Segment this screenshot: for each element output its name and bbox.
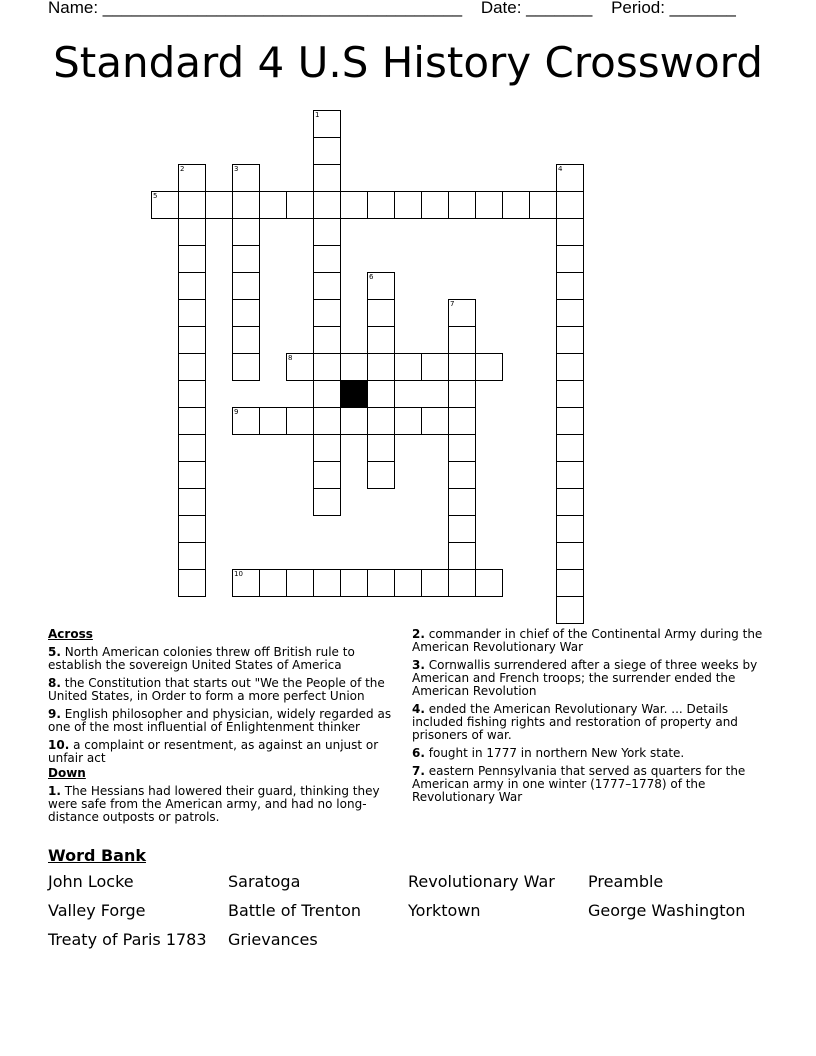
crossword-cell[interactable] [313, 272, 341, 300]
crossword-cell[interactable] [178, 245, 206, 273]
crossword-cell[interactable] [475, 191, 503, 219]
clue-down-2 [412, 628, 772, 654]
crossword-cell[interactable] [556, 326, 584, 354]
clue-down-3 [412, 659, 772, 698]
crossword-cell[interactable] [178, 461, 206, 489]
crossword-cell[interactable] [448, 299, 476, 327]
crossword-cell[interactable] [556, 245, 584, 273]
clue-text: a complaint or resentment, as against an unjust or unfair act [48, 738, 379, 765]
crossword-cell[interactable] [232, 164, 260, 192]
crossword-cell[interactable] [448, 488, 476, 516]
crossword-cell[interactable] [448, 434, 476, 462]
crossword-cell[interactable] [313, 164, 341, 192]
crossword-cell[interactable] [556, 164, 584, 192]
crossword-cell[interactable] [178, 326, 206, 354]
crossword-cell[interactable] [367, 299, 395, 327]
word-bank [48, 872, 788, 949]
crossword-cell[interactable] [232, 299, 260, 327]
cell-number: 9 [234, 408, 239, 416]
word-bank-item: Preamble [588, 872, 664, 891]
crossword-cell[interactable] [313, 218, 341, 246]
crossword-cell[interactable] [178, 569, 206, 597]
clue-number: 3. [412, 658, 425, 672]
crossword-cell[interactable] [394, 191, 422, 219]
crossword-cell[interactable] [556, 542, 584, 570]
crossword-cell[interactable] [313, 299, 341, 327]
word-bank-title: Word Bank [48, 846, 147, 865]
cell-number: 7 [450, 300, 455, 308]
crossword-cell[interactable] [178, 191, 206, 219]
crossword-cell[interactable] [340, 353, 368, 381]
crossword-cell[interactable] [367, 326, 395, 354]
cell-number: 2 [180, 165, 185, 173]
crossword-cell[interactable] [178, 299, 206, 327]
crossword-cell[interactable] [313, 488, 341, 516]
crossword-cell[interactable] [151, 191, 179, 219]
crossword-cell[interactable] [232, 407, 260, 435]
crossword-cell[interactable] [313, 110, 341, 138]
clue-number: 1. [48, 784, 61, 798]
crossword-cell[interactable] [448, 191, 476, 219]
clue-text: commander in chief of the Continental Army during the American Revolutionary War [412, 627, 763, 654]
crossword-cell[interactable] [232, 353, 260, 381]
clue-down-4 [412, 703, 772, 742]
crossword-cell[interactable] [178, 542, 206, 570]
crossword-cell[interactable] [367, 407, 395, 435]
cell-number: 5 [153, 192, 158, 200]
crossword-cell[interactable] [313, 353, 341, 381]
crossword-cell[interactable] [313, 191, 341, 219]
crossword-cell[interactable] [556, 515, 584, 543]
word-bank-item: Treaty of Paris 1783 [48, 930, 207, 949]
clue-number: 6. [412, 746, 425, 760]
word-bank-item: Saratoga [228, 872, 301, 891]
down-heading: Down [48, 766, 86, 780]
cell-number: 4 [558, 165, 563, 173]
crossword-cell[interactable] [556, 191, 584, 219]
crossword-cell[interactable] [313, 569, 341, 597]
crossword-cell[interactable] [556, 434, 584, 462]
crossword-cell[interactable] [232, 245, 260, 273]
crossword-cell[interactable] [340, 191, 368, 219]
clue-down-6 [412, 747, 772, 760]
cell-number: 10 [234, 570, 243, 578]
crossword-cell[interactable] [286, 407, 314, 435]
crossword-cell[interactable] [394, 353, 422, 381]
crossword-cell[interactable] [367, 569, 395, 597]
crossword-cell[interactable] [232, 326, 260, 354]
clue-text: English philosopher and physician, widely regarded as one of the most influential of Enlightenment thinker [48, 707, 392, 734]
crossword-cell[interactable] [502, 191, 530, 219]
crossword-cell[interactable] [178, 272, 206, 300]
crossword-cell[interactable] [259, 569, 287, 597]
crossword-cell[interactable] [178, 353, 206, 381]
word-bank-item: Revolutionary War [408, 872, 555, 891]
crossword-cell[interactable] [178, 164, 206, 192]
name-field[interactable]: Name: ______________________________________ [48, 0, 463, 17]
crossword-cell[interactable] [556, 569, 584, 597]
clue-text: ended the American Revolutionary War. ... Details included fishing rights and restoration of property and prisoners of war. [412, 702, 738, 742]
crossword-cell[interactable] [367, 353, 395, 381]
crossword-cell[interactable] [556, 488, 584, 516]
clue-number: 10. [48, 738, 70, 752]
crossword-cell[interactable] [556, 380, 584, 408]
clue-text: eastern Pennsylvania that served as quarters for the American army in one winter (1777–1778) of the Revolutionary War [412, 764, 746, 804]
crossword-cell[interactable] [448, 407, 476, 435]
clue-text: Cornwallis surrendered after a siege of three weeks by American and French troops; the surrender ended the American Revolution [412, 658, 758, 698]
clue-number: 5. [48, 645, 61, 659]
crossword-cell[interactable] [367, 191, 395, 219]
across-heading: Across [48, 627, 93, 641]
crossword-cell[interactable] [313, 434, 341, 462]
clue-number: 2. [412, 627, 425, 641]
word-bank-item: George Washington [588, 901, 746, 920]
crossword-cell[interactable] [556, 407, 584, 435]
clue-number: 8. [48, 676, 61, 690]
word-bank-item: Battle of Trenton [228, 901, 362, 920]
crossword-cell[interactable] [448, 461, 476, 489]
crossword-cell[interactable] [178, 515, 206, 543]
cell-number: 8 [288, 354, 293, 362]
crossword-cell[interactable] [475, 353, 503, 381]
clue-across-10 [48, 739, 406, 765]
clue-down-7 [412, 765, 772, 804]
crossword-cell[interactable] [394, 569, 422, 597]
clue-text: The Hessians had lowered their guard, thinking they were safe from the American army, and had no long-distance outposts or patrols. [48, 784, 380, 824]
crossword-cell[interactable] [313, 245, 341, 273]
crossword-cell[interactable] [556, 353, 584, 381]
crossword-cell[interactable] [232, 569, 260, 597]
crossword-cell[interactable] [205, 191, 233, 219]
crossword-cell[interactable] [286, 569, 314, 597]
crossword-cell[interactable] [421, 353, 449, 381]
crossword-cell[interactable] [178, 218, 206, 246]
crossword-cell[interactable] [367, 272, 395, 300]
crossword-cell[interactable] [448, 380, 476, 408]
crossword-cell[interactable] [259, 407, 287, 435]
clue-across-9 [48, 708, 406, 734]
clue-text: North American colonies threw off British rule to establish the sovereign United States of America [48, 645, 355, 672]
word-bank-item: Valley Forge [48, 901, 146, 920]
crossword-cell[interactable] [448, 542, 476, 570]
clue-column-right [412, 628, 772, 809]
word-bank-item: Yorktown [408, 901, 481, 920]
clue-column-left [48, 628, 406, 829]
crossword-cell[interactable] [556, 218, 584, 246]
crossword-cell[interactable] [178, 380, 206, 408]
crossword-cell[interactable] [421, 569, 449, 597]
crossword-cell[interactable] [421, 407, 449, 435]
clue-number: 7. [412, 764, 425, 778]
cell-number: 1 [315, 111, 320, 119]
crossword-cell[interactable] [178, 488, 206, 516]
crossword-cell[interactable] [340, 569, 368, 597]
crossword-cell[interactable] [232, 191, 260, 219]
crossword-cell[interactable] [313, 326, 341, 354]
black-square [340, 380, 368, 408]
crossword-cell[interactable] [475, 569, 503, 597]
crossword-cell[interactable] [232, 272, 260, 300]
crossword-cell[interactable] [178, 407, 206, 435]
crossword-cell[interactable] [313, 461, 341, 489]
crossword-cell[interactable] [340, 407, 368, 435]
crossword-cell[interactable] [313, 137, 341, 165]
crossword-cell[interactable] [367, 380, 395, 408]
clue-across-5 [48, 646, 406, 672]
word-bank-item: John Locke [48, 872, 134, 891]
crossword-cell[interactable] [448, 569, 476, 597]
crossword-cell[interactable] [556, 461, 584, 489]
crossword-cell[interactable] [286, 353, 314, 381]
crossword-cell[interactable] [259, 191, 287, 219]
crossword-cell[interactable] [178, 434, 206, 462]
crossword-cell[interactable] [232, 218, 260, 246]
cell-number: 6 [369, 273, 374, 281]
crossword-cell[interactable] [313, 407, 341, 435]
crossword-cell[interactable] [556, 299, 584, 327]
crossword-cell[interactable] [448, 353, 476, 381]
clue-text: fought in 1777 in northern New York state. [428, 746, 685, 760]
date-field[interactable]: Date: _______ [480, 0, 593, 17]
clue-text: the Constitution that starts out "We the People of the United States, in Order to form a more perfect Union [48, 676, 385, 703]
clue-number: 4. [412, 702, 425, 716]
crossword-cell[interactable] [394, 407, 422, 435]
period-field[interactable]: Period: _______ [611, 0, 736, 17]
crossword-cell[interactable] [421, 191, 449, 219]
clue-down-1 [48, 785, 406, 824]
page-title: Standard 4 U.S History Crossword [53, 38, 763, 87]
crossword-cell[interactable] [556, 272, 584, 300]
crossword-cell[interactable] [367, 434, 395, 462]
word-bank-item: Grievances [228, 930, 318, 949]
crossword-cell[interactable] [448, 515, 476, 543]
clue-number: 9. [48, 707, 61, 721]
crossword-cell[interactable] [286, 191, 314, 219]
clue-across-8 [48, 677, 406, 703]
crossword-cell[interactable] [529, 191, 557, 219]
crossword-cell[interactable] [556, 596, 584, 624]
cell-number: 3 [234, 165, 239, 173]
crossword-cell[interactable] [448, 326, 476, 354]
crossword-cell[interactable] [367, 461, 395, 489]
crossword-cell[interactable] [313, 380, 341, 408]
